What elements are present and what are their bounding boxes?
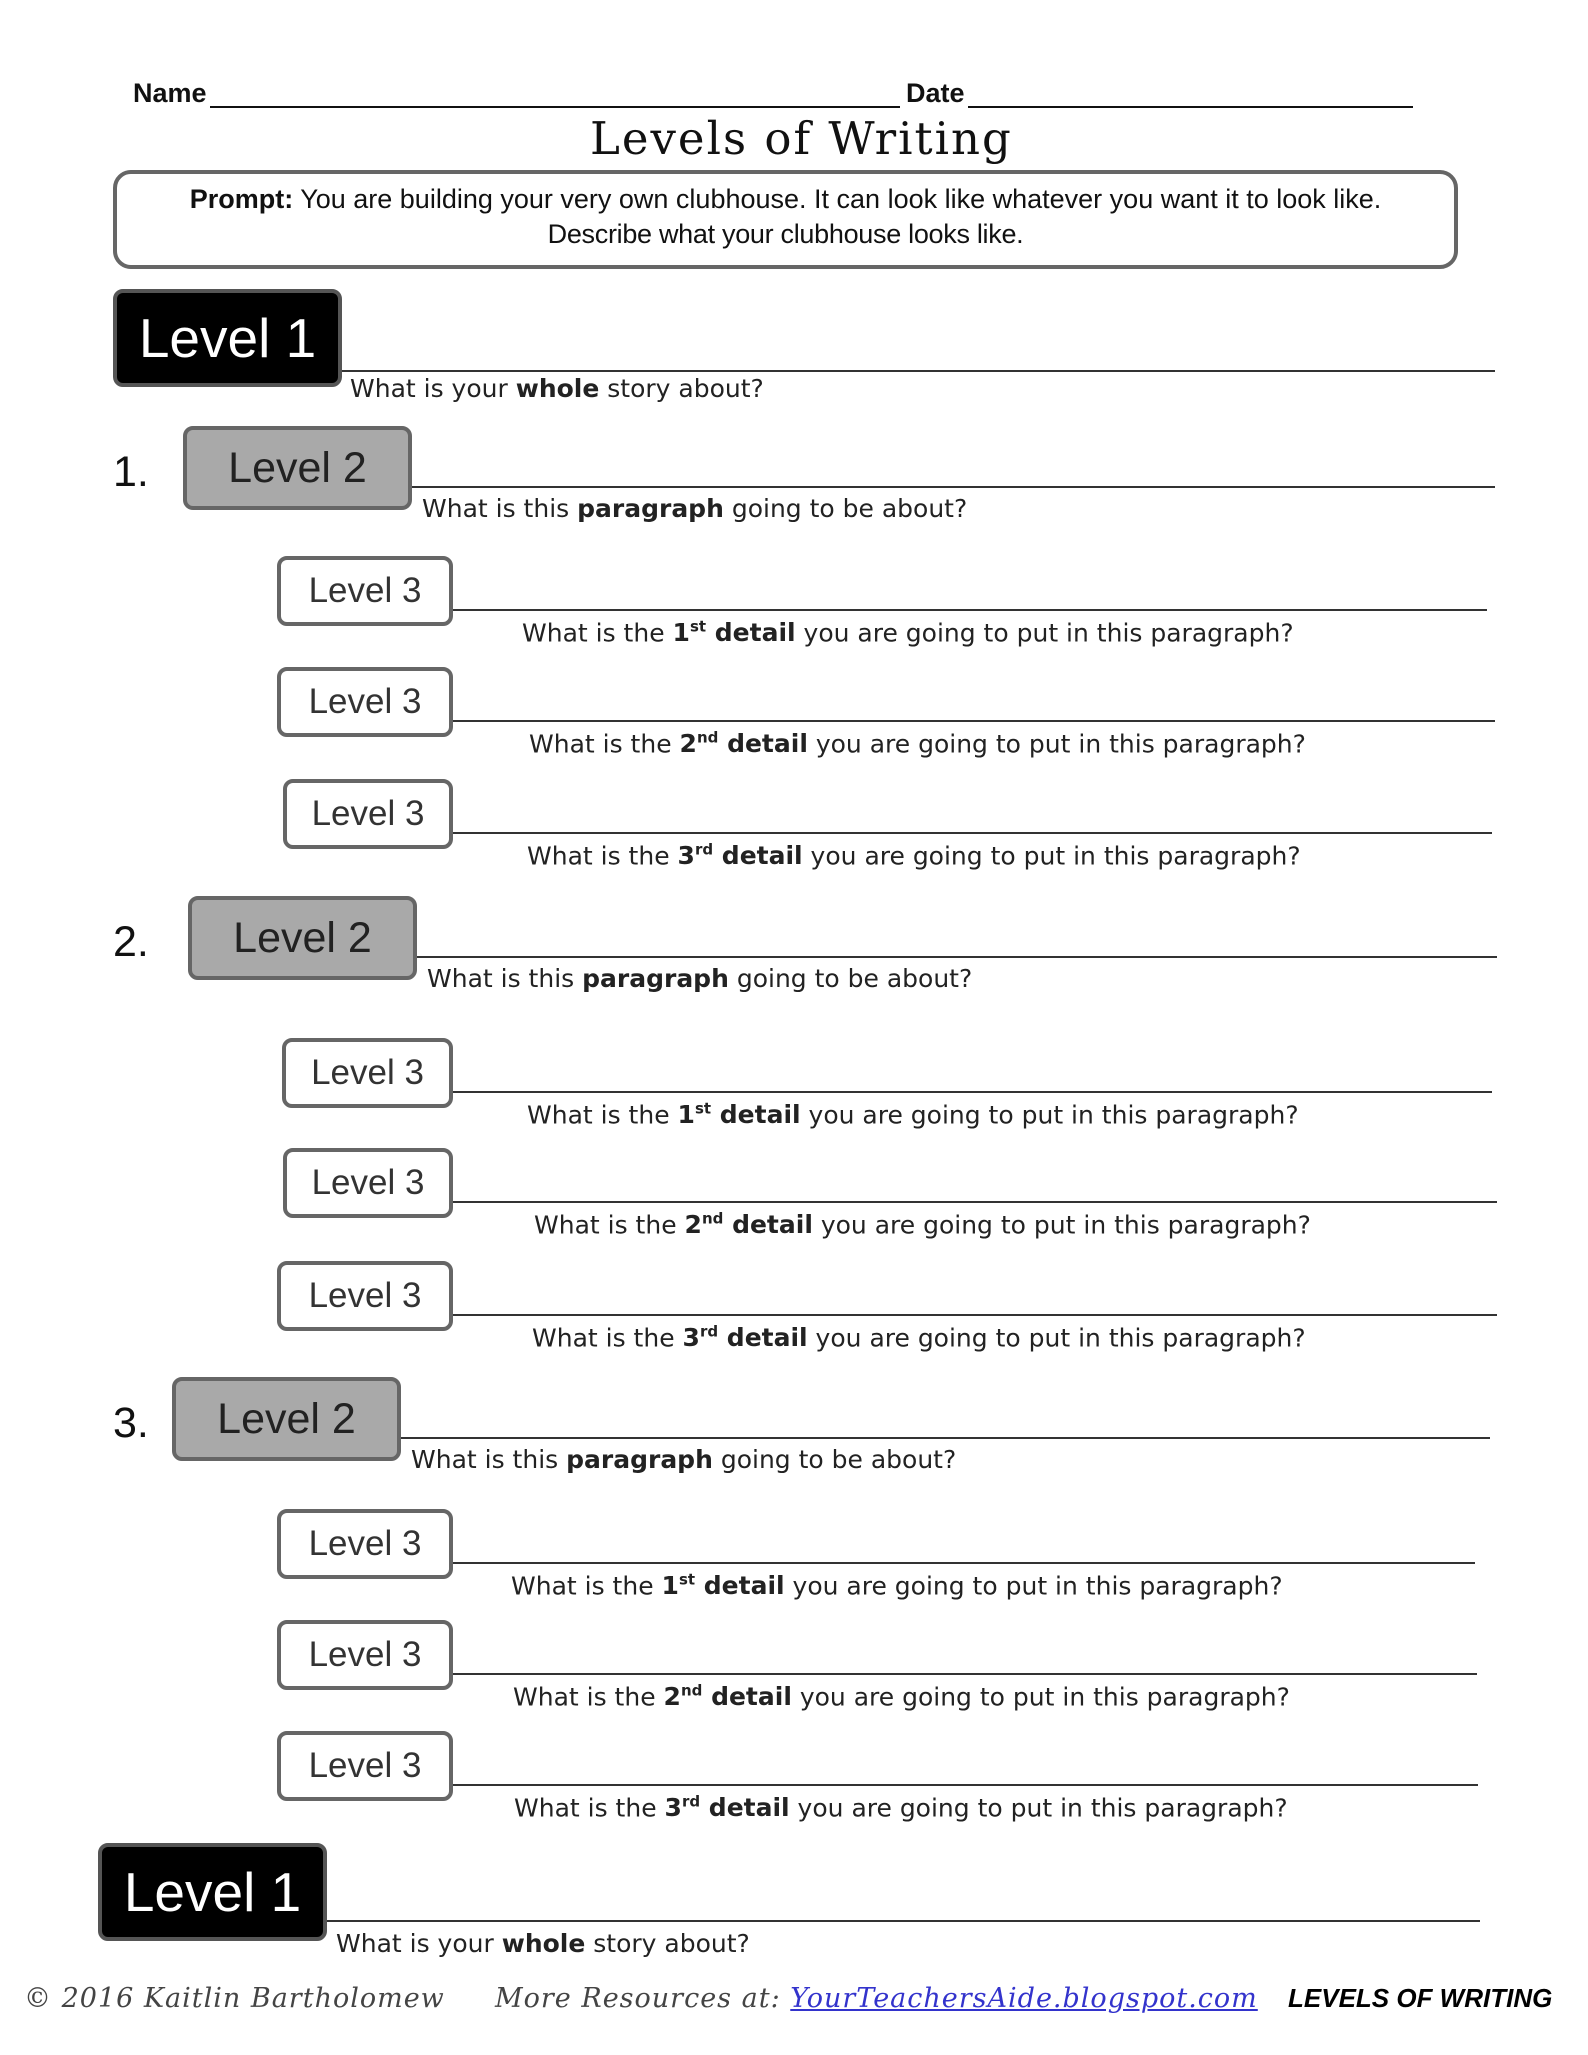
- detail-word: detail: [727, 729, 808, 759]
- question-ordinal: [665, 1793, 790, 1822]
- detail-word: detail: [714, 618, 796, 648]
- footer-link[interactable]: YourTeachersAide.blogspot.com: [790, 1983, 1258, 2014]
- date-label: Date: [906, 78, 965, 108]
- level-3-badge: Level 3: [282, 1038, 453, 1108]
- question-ordinal: [678, 841, 803, 870]
- footer-title: LEVELS OF WRITING: [1288, 1983, 1553, 2013]
- question-text: [336, 1929, 750, 1958]
- question-keyword: paragraph: [566, 1445, 713, 1474]
- paragraph-number: 1.: [113, 448, 149, 496]
- detail-word: detail: [703, 1571, 785, 1601]
- detail-word: detail: [719, 1100, 801, 1130]
- question-text: [529, 729, 1306, 758]
- question-prefix: What is the: [511, 1571, 662, 1601]
- question-suffix: going to be about?: [712, 1445, 957, 1474]
- prompt-text-2: Describe what your clubhouse looks like.: [547, 219, 1024, 249]
- question-suffix: you are going to put in this paragraph?: [807, 729, 1306, 759]
- answer-line[interactable]: [453, 832, 1492, 834]
- footer-copyright: © 2016 Kaitlin Bartholomew: [24, 1983, 445, 2014]
- question-ordinal: [664, 1682, 792, 1711]
- question-suffix: going to be about?: [723, 494, 968, 523]
- ordinal-number: 1: [677, 1100, 695, 1130]
- question-prefix: What is your: [336, 1929, 502, 1958]
- question-ordinal: [680, 729, 808, 758]
- detail-word: detail: [708, 1793, 790, 1823]
- question-text: [527, 841, 1301, 870]
- paragraph-number: 3.: [113, 1399, 149, 1447]
- level-3-badge: Level 3: [277, 1509, 453, 1579]
- ordinal-suffix: rd: [681, 1793, 701, 1811]
- level-3-badge: Level 3: [283, 779, 453, 849]
- detail-word: detail: [711, 1682, 792, 1712]
- level-2-badge: Level 2: [172, 1377, 401, 1461]
- level-2-badge: Level 2: [183, 426, 412, 510]
- footer-resources: [495, 1983, 1258, 2014]
- question-suffix: going to be about?: [728, 964, 973, 993]
- question-text: [514, 1793, 1288, 1822]
- question-suffix: you are going to put in this paragraph?: [812, 1210, 1311, 1240]
- answer-line[interactable]: [417, 956, 1497, 958]
- question-prefix: What is this: [411, 1445, 567, 1474]
- question-prefix: What is the: [513, 1682, 664, 1712]
- ordinal-suffix: st: [694, 1100, 712, 1118]
- answer-line[interactable]: [453, 1673, 1477, 1675]
- level-3-badge: Level 3: [283, 1148, 453, 1218]
- question-suffix: you are going to put in this paragraph?: [807, 1323, 1306, 1353]
- question-text: [427, 964, 972, 993]
- date-field[interactable]: [968, 106, 1413, 108]
- level-1-badge: Level 1: [113, 289, 342, 387]
- prompt-line-1: [117, 174, 1454, 215]
- detail-word: detail: [726, 1323, 808, 1353]
- question-keyword: paragraph: [577, 494, 724, 523]
- question-prefix: What is the: [522, 618, 673, 648]
- question-suffix: you are going to put in this paragraph?: [802, 841, 1301, 871]
- detail-word: detail: [732, 1210, 813, 1240]
- ordinal-suffix: nd: [680, 1682, 703, 1700]
- question-prefix: What is the: [532, 1323, 683, 1353]
- question-text: [411, 1445, 956, 1474]
- level-3-badge: Level 3: [277, 1731, 453, 1801]
- ordinal-number: 1: [672, 618, 690, 648]
- question-suffix: story about?: [599, 374, 764, 403]
- question-ordinal: [673, 618, 796, 647]
- level-3-badge: Level 3: [277, 1620, 453, 1690]
- question-text: [350, 374, 764, 403]
- footer-resources-label: More Resources at:: [495, 1983, 781, 2014]
- page-title: Levels of Writing: [590, 112, 1013, 165]
- question-keyword: paragraph: [582, 964, 729, 993]
- question-suffix: you are going to put in this paragraph?: [800, 1100, 1299, 1130]
- level-1-badge: Level 1: [98, 1843, 327, 1941]
- question-suffix: story about?: [585, 1929, 750, 1958]
- question-ordinal: [662, 1571, 785, 1600]
- ordinal-suffix: rd: [694, 841, 714, 859]
- ordinal-number: 2: [679, 729, 697, 759]
- question-text: [534, 1210, 1311, 1239]
- question-keyword: whole: [501, 1929, 586, 1958]
- answer-line[interactable]: [342, 370, 1495, 372]
- question-suffix: you are going to put in this paragraph?: [791, 1682, 1290, 1712]
- ordinal-number: 3: [664, 1793, 682, 1823]
- question-suffix: you are going to put in this paragraph?: [795, 618, 1294, 648]
- answer-line[interactable]: [453, 1784, 1478, 1786]
- ordinal-number: 2: [684, 1210, 702, 1240]
- level-3-badge: Level 3: [277, 1261, 453, 1331]
- ordinal-number: 2: [663, 1682, 681, 1712]
- level-3-badge: Level 3: [277, 556, 453, 626]
- level-2-badge: Level 2: [188, 896, 417, 980]
- question-text: [522, 618, 1294, 647]
- answer-line[interactable]: [453, 720, 1495, 722]
- question-prefix: What is the: [527, 1100, 678, 1130]
- question-text: [527, 1100, 1299, 1129]
- answer-line[interactable]: [453, 1091, 1492, 1093]
- question-ordinal: [683, 1323, 808, 1352]
- answer-line[interactable]: [327, 1920, 1480, 1922]
- paragraph-number: 2.: [113, 918, 149, 966]
- answer-line[interactable]: [453, 1314, 1497, 1316]
- ordinal-suffix: nd: [696, 729, 719, 747]
- level-3-badge: Level 3: [277, 667, 453, 737]
- question-keyword: whole: [515, 374, 600, 403]
- question-prefix: What is this: [427, 964, 583, 993]
- prompt-box: [113, 170, 1458, 269]
- question-prefix: What is your: [350, 374, 516, 403]
- ordinal-number: 3: [682, 1323, 700, 1353]
- question-suffix: you are going to put in this paragraph?: [784, 1571, 1283, 1601]
- question-prefix: What is the: [534, 1210, 685, 1240]
- ordinal-suffix: st: [689, 618, 707, 636]
- question-ordinal: [685, 1210, 813, 1239]
- question-text: [532, 1323, 1306, 1352]
- question-ordinal: [678, 1100, 801, 1129]
- name-label: Name: [133, 78, 207, 108]
- prompt-label: Prompt:: [189, 184, 294, 214]
- question-prefix: What is the: [514, 1793, 665, 1823]
- question-text: [511, 1571, 1283, 1600]
- ordinal-suffix: nd: [701, 1210, 724, 1228]
- detail-word: detail: [721, 841, 803, 871]
- answer-line[interactable]: [453, 1562, 1475, 1564]
- ordinal-number: 3: [677, 841, 695, 871]
- ordinal-suffix: st: [678, 1571, 696, 1589]
- answer-line[interactable]: [453, 1201, 1497, 1203]
- question-prefix: What is this: [422, 494, 578, 523]
- answer-line[interactable]: [453, 609, 1487, 611]
- question-prefix: What is the: [529, 729, 680, 759]
- answer-line[interactable]: [401, 1437, 1490, 1439]
- name-field[interactable]: [210, 106, 900, 108]
- question-suffix: you are going to put in this paragraph?: [789, 1793, 1288, 1823]
- question-text: [513, 1682, 1290, 1711]
- prompt-text-1: You are building your very own clubhouse. It can look like whatever you want it to look like.: [300, 184, 1382, 214]
- ordinal-suffix: rd: [699, 1323, 719, 1341]
- question-prefix: What is the: [527, 841, 678, 871]
- ordinal-number: 1: [661, 1571, 679, 1601]
- answer-line[interactable]: [412, 486, 1495, 488]
- question-text: [422, 494, 967, 523]
